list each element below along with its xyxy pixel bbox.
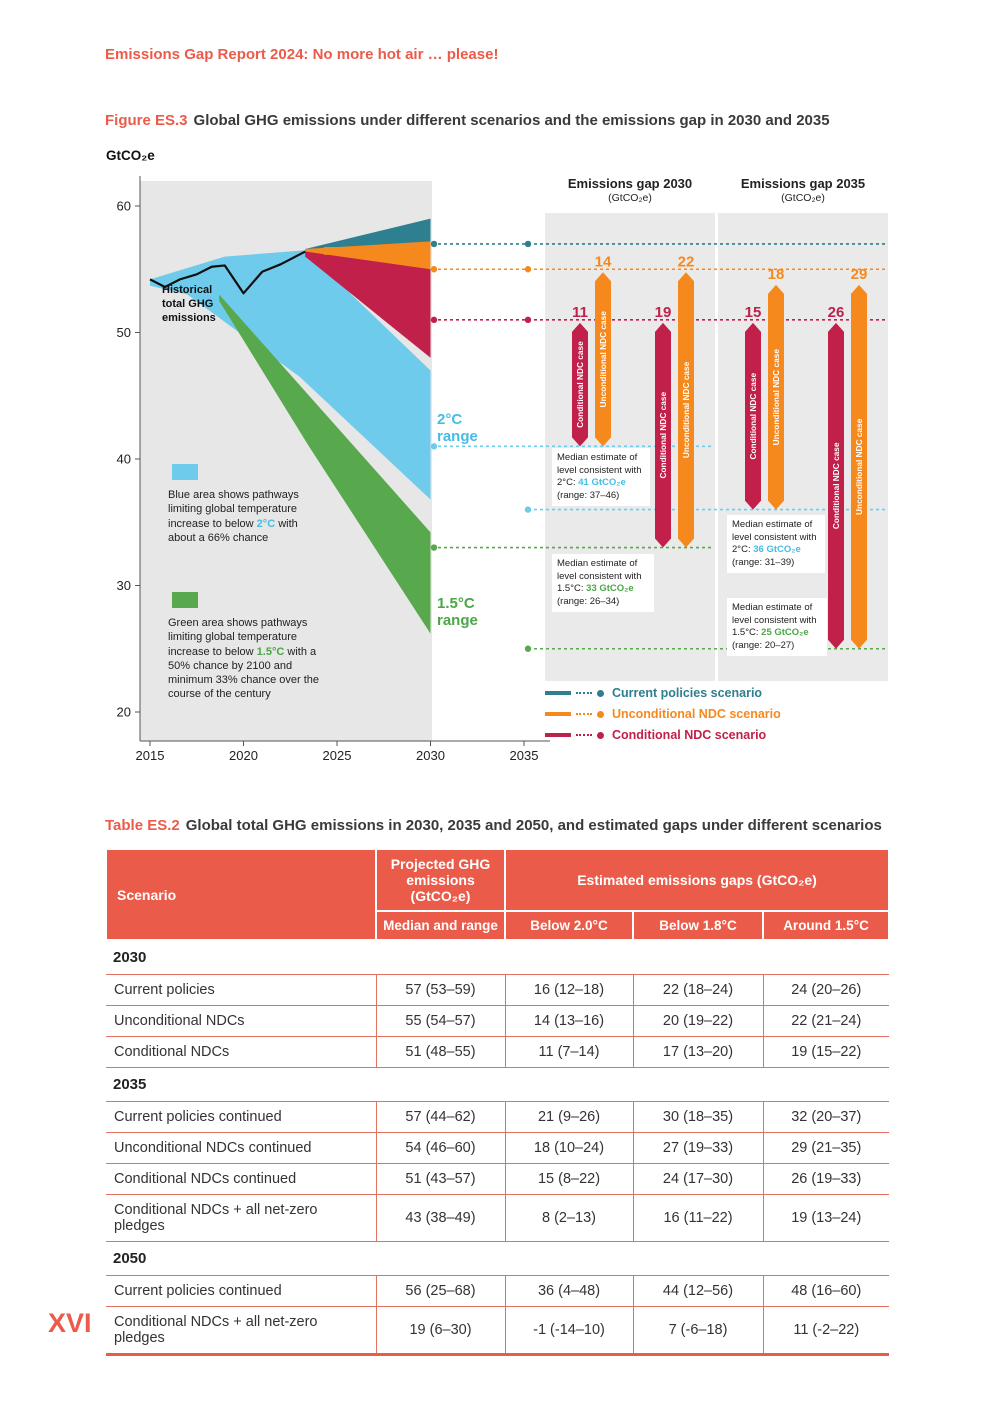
2c-range-line1: 2°C bbox=[437, 411, 463, 428]
median-value: 41 GtCO₂e bbox=[578, 477, 626, 489]
median-15c-2030-box bbox=[552, 554, 654, 612]
y-tick-label: 30 bbox=[116, 578, 131, 593]
header-projected: Projected GHG emissions (GtCO₂e) bbox=[376, 849, 505, 911]
x-tick-label: 2025 bbox=[322, 748, 352, 763]
value-cell: 48 (16–60) bbox=[763, 1276, 889, 1307]
gap-panel-2035-title-text: Emissions gap 2035 bbox=[740, 176, 866, 191]
value-cell: 21 (9–26) bbox=[505, 1102, 633, 1133]
value-cell: 14 (13–16) bbox=[505, 1006, 633, 1037]
unconditional-ndc-line-icon bbox=[545, 712, 571, 716]
header-scenario: Scenario bbox=[106, 849, 376, 940]
current-policies-level-line-dot bbox=[431, 241, 437, 247]
legend-item-conditional-ndc bbox=[545, 728, 781, 742]
1p5c-2035-target-line-dot bbox=[525, 646, 531, 652]
figure-caption bbox=[105, 112, 925, 129]
gap-arrow-case-label: Unconditional NDC case bbox=[771, 349, 781, 446]
table-row bbox=[106, 975, 889, 1006]
scenario-cell: Unconditional NDCs continued bbox=[106, 1133, 376, 1164]
2c-range-label bbox=[437, 412, 478, 445]
y-axis-title: GtCO₂e bbox=[106, 148, 155, 163]
table-row bbox=[106, 1133, 889, 1164]
gap-arrow-case-label: Conditional NDC case bbox=[748, 372, 758, 460]
scenario-cell: Current policies continued bbox=[106, 1276, 376, 1307]
table-caption bbox=[105, 817, 925, 834]
value-cell: 7 (-6–18) bbox=[633, 1307, 763, 1355]
value-cell: 11 (7–14) bbox=[505, 1037, 633, 1068]
section-year: 2035 bbox=[106, 1068, 889, 1102]
gap-panel-2030-unit: (GtCO₂e) bbox=[608, 192, 652, 204]
value-cell: 57 (44–62) bbox=[376, 1102, 505, 1133]
table-section-row bbox=[106, 1242, 889, 1276]
value-cell: 16 (12–18) bbox=[505, 975, 633, 1006]
gap-value-label: 18 bbox=[767, 265, 785, 283]
median-value: 25 GtCO₂e bbox=[761, 627, 809, 639]
legend-label: Current policies scenario bbox=[612, 686, 763, 700]
gap-panel-2030-title-text: Emissions gap 2030 bbox=[567, 176, 693, 191]
x-tick-label: 2030 bbox=[416, 748, 445, 763]
value-cell: 57 (53–59) bbox=[376, 975, 505, 1006]
y-tick-label: 20 bbox=[116, 704, 131, 720]
gap-panel-2035-unit: (GtCO₂e) bbox=[781, 192, 825, 204]
gap-value-label: 19 bbox=[654, 303, 672, 321]
table-section-row bbox=[106, 940, 889, 975]
value-cell: 16 (11–22) bbox=[633, 1195, 763, 1242]
value-cell: 27 (19–33) bbox=[633, 1133, 763, 1164]
header-below-2: Below 2.0°C bbox=[505, 911, 633, 940]
value-cell: 32 (20–37) bbox=[763, 1102, 889, 1133]
table-row bbox=[106, 1195, 889, 1242]
median-2c-2035-box bbox=[727, 515, 825, 573]
gap-arrow-case-label: Unconditional NDC case bbox=[854, 418, 864, 516]
value-cell: -1 (-14–10) bbox=[505, 1307, 633, 1355]
x-tick-label: 2020 bbox=[229, 748, 258, 763]
legend-label: Conditional NDC scenario bbox=[612, 728, 767, 742]
x-tick-label: 2015 bbox=[135, 748, 165, 763]
gap-value-label: 26 bbox=[827, 303, 845, 321]
scenario-cell: Current policies bbox=[106, 975, 376, 1006]
table-row bbox=[106, 1102, 889, 1133]
value-cell: 22 (21–24) bbox=[763, 1006, 889, 1037]
section-year: 2030 bbox=[106, 940, 889, 975]
table-section-row bbox=[106, 1068, 889, 1102]
legend-label: Unconditional NDC scenario bbox=[612, 707, 781, 721]
gap-panel-2035-title bbox=[718, 176, 888, 204]
2c-range-line2: range bbox=[437, 427, 478, 445]
value-cell: 51 (48–55) bbox=[376, 1037, 505, 1068]
legend-item-unconditional-ndc bbox=[545, 707, 781, 721]
value-cell: 26 (19–33) bbox=[763, 1164, 889, 1195]
scenario-cell: Conditional NDCs + all net-zero pledges bbox=[106, 1307, 376, 1355]
value-cell: 51 (43–57) bbox=[376, 1164, 505, 1195]
green-area-swatch bbox=[172, 592, 198, 608]
median-15c-2035-box bbox=[727, 598, 827, 656]
page-number: XVI bbox=[48, 1308, 92, 1338]
gap-arrow-case-label: Unconditional NDC case bbox=[598, 311, 608, 408]
value-cell: 44 (12–56) bbox=[633, 1276, 763, 1307]
scenario-cell: Conditional NDCs continued bbox=[106, 1164, 376, 1195]
gap-value-label: 14 bbox=[594, 253, 612, 271]
conditional-ndc-line-icon bbox=[545, 733, 571, 737]
y-tick-label: 50 bbox=[116, 325, 131, 340]
table-title: Global total GHG emissions in 2030, 2035 and 2050, and estimated gaps under different scenarios bbox=[185, 817, 882, 834]
median-2c-2030-box bbox=[552, 448, 650, 506]
value-cell: 22 (18–24) bbox=[633, 975, 763, 1006]
header-median-range: Median and range bbox=[376, 911, 505, 940]
table-header bbox=[106, 849, 889, 940]
header-gaps-group: Estimated emissions gaps (GtCO₂e) bbox=[505, 849, 889, 911]
scenario-cell: Conditional NDCs bbox=[106, 1037, 376, 1068]
conditional-ndc-dash-icon bbox=[576, 734, 592, 736]
15c-range-line2: range bbox=[437, 611, 478, 629]
green-note-15c: 1.5°C bbox=[256, 645, 285, 658]
blue-area-swatch bbox=[172, 464, 198, 480]
median-text: Median estimate of level consistent with 1.5°C: bbox=[557, 558, 642, 595]
green-note-text-2: with a 50% chance by 2100 and minimum 33% chance over the course of the century bbox=[168, 645, 320, 701]
value-cell: 11 (-2–22) bbox=[763, 1307, 889, 1355]
table-es2 bbox=[105, 848, 890, 1356]
value-cell: 19 (15–22) bbox=[763, 1037, 889, 1068]
gap-panel-2030-title bbox=[545, 176, 715, 204]
15c-range-line1: 1.5°C bbox=[437, 595, 475, 612]
median-value: 33 GtCO₂e bbox=[586, 583, 634, 595]
emissions-chart bbox=[100, 146, 930, 806]
figure-label: Figure ES.3 bbox=[105, 112, 188, 129]
gap-value-label: 15 bbox=[744, 303, 762, 321]
gap-arrow-case-label: Conditional NDC case bbox=[658, 391, 668, 479]
value-cell: 54 (46–60) bbox=[376, 1133, 505, 1164]
historical-emissions-label: Historical total GHG emissions bbox=[162, 284, 216, 324]
y-tick-label: 60 bbox=[116, 198, 131, 214]
blue-note-text-2: with about a 66% chance bbox=[168, 517, 298, 544]
1p5c-2030-target-line-dot bbox=[431, 544, 437, 550]
unconditional-ndc-level-line-dot bbox=[431, 266, 437, 272]
figure-es3 bbox=[100, 146, 930, 806]
table-row bbox=[106, 1037, 889, 1068]
value-cell: 29 (21–35) bbox=[763, 1133, 889, 1164]
x-tick-label: 2035 bbox=[509, 748, 539, 763]
gap-value-label: 11 bbox=[572, 303, 588, 321]
conditional-ndc-dot-icon bbox=[597, 732, 604, 739]
current-policies-dash-icon bbox=[576, 692, 592, 694]
table-row bbox=[106, 1276, 889, 1307]
conditional-ndc-level-line-dot bbox=[525, 317, 531, 323]
median-range: (range: 20–27) bbox=[732, 639, 795, 651]
blue-area-note bbox=[168, 488, 322, 545]
scenario-cell: Current policies continued bbox=[106, 1102, 376, 1133]
value-cell: 56 (25–68) bbox=[376, 1276, 505, 1307]
value-cell: 30 (18–35) bbox=[633, 1102, 763, 1133]
median-text: Median estimate of level consistent with 2°C: bbox=[557, 452, 642, 489]
unconditional-ndc-dot-icon bbox=[597, 711, 604, 718]
median-range: (range: 31–39) bbox=[732, 556, 795, 568]
value-cell: 20 (19–22) bbox=[633, 1006, 763, 1037]
blue-note-2c: 2°C bbox=[256, 517, 276, 530]
current-policies-dot-icon bbox=[597, 690, 604, 697]
2c-2035-target-line-dot bbox=[525, 506, 531, 512]
current-policies-level-line-dot bbox=[525, 241, 531, 247]
value-cell: 18 (10–24) bbox=[505, 1133, 633, 1164]
value-cell: 8 (2–13) bbox=[505, 1195, 633, 1242]
current-policies-line-icon bbox=[545, 691, 571, 695]
table-label: Table ES.2 bbox=[105, 817, 180, 834]
table-body bbox=[106, 940, 889, 1355]
value-cell: 43 (38–49) bbox=[376, 1195, 505, 1242]
running-header: Emissions Gap Report 2024: No more hot air … please! bbox=[105, 46, 499, 63]
chart-legend bbox=[545, 686, 781, 749]
median-text: Median estimate of level consistent with 1.5°C: bbox=[732, 602, 817, 639]
value-cell: 36 (4–48) bbox=[505, 1276, 633, 1307]
unconditional-ndc-level-line-dot bbox=[525, 266, 531, 272]
y-tick-label: 40 bbox=[116, 451, 131, 467]
conditional-ndc-level-line-dot bbox=[431, 317, 437, 323]
table-row bbox=[106, 1307, 889, 1355]
value-cell: 24 (20–26) bbox=[763, 975, 889, 1006]
median-range: (range: 26–34) bbox=[557, 595, 620, 607]
header-around-15: Around 1.5°C bbox=[763, 911, 889, 940]
blue-note-text: Blue area shows pathways limiting global temperature increase to below bbox=[168, 489, 299, 530]
value-cell: 24 (17–30) bbox=[633, 1164, 763, 1195]
scenario-cell: Unconditional NDCs bbox=[106, 1006, 376, 1037]
value-cell: 15 (8–22) bbox=[505, 1164, 633, 1195]
value-cell: 17 (13–20) bbox=[633, 1037, 763, 1068]
table-es2-wrap bbox=[105, 848, 888, 1356]
section-year: 2050 bbox=[106, 1242, 889, 1276]
gap-value-label: 29 bbox=[850, 265, 868, 283]
gap-arrow-case-label: Conditional NDC case bbox=[575, 341, 585, 428]
value-cell: 55 (54–57) bbox=[376, 1006, 505, 1037]
median-range: (range: 37–46) bbox=[557, 489, 620, 501]
legend-item-current-policies bbox=[545, 686, 781, 700]
table-row bbox=[106, 1164, 889, 1195]
green-area-note bbox=[168, 616, 322, 702]
unconditional-ndc-dash-icon bbox=[576, 713, 592, 715]
gap-value-label: 22 bbox=[677, 253, 695, 271]
value-cell: 19 (6–30) bbox=[376, 1307, 505, 1355]
scenario-cell: Conditional NDCs + all net-zero pledges bbox=[106, 1195, 376, 1242]
figure-title: Global GHG emissions under different scenarios and the emissions gap in 2030 and 2035 bbox=[193, 112, 830, 129]
table-row bbox=[106, 1006, 889, 1037]
green-note-text: Green area shows pathways limiting global temperature increase to below bbox=[168, 617, 308, 658]
gap-arrow-case-label: Conditional NDC case bbox=[831, 442, 841, 530]
median-value: 36 GtCO₂e bbox=[753, 544, 801, 556]
median-text: Median estimate of level consistent with 2°C: bbox=[732, 519, 817, 556]
15c-range-label bbox=[437, 596, 478, 629]
value-cell: 19 (13–24) bbox=[763, 1195, 889, 1242]
header-below-18: Below 1.8°C bbox=[633, 911, 763, 940]
gap-arrow-case-label: Unconditional NDC case bbox=[681, 361, 691, 459]
